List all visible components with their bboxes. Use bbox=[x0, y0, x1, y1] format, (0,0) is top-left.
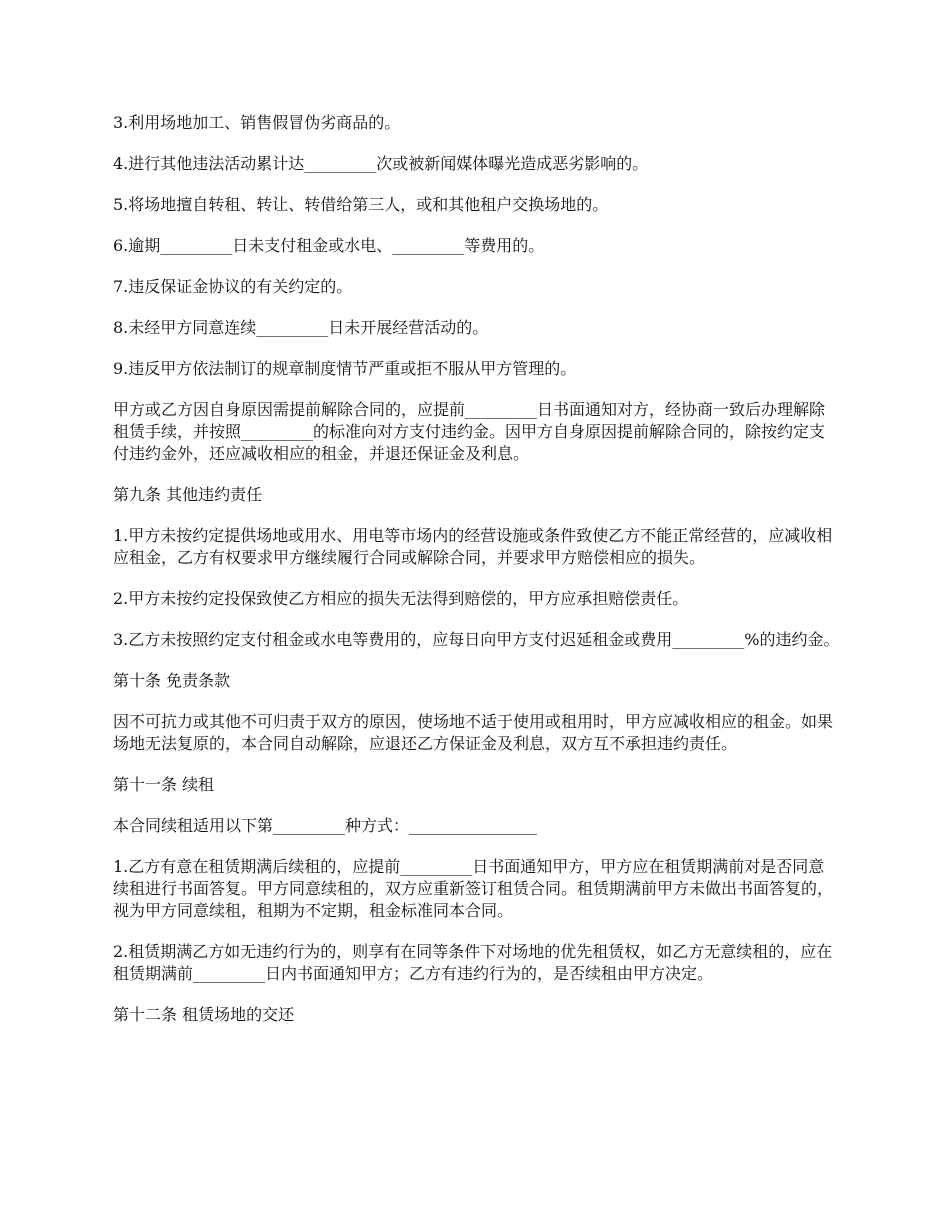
document-page bbox=[113, 112, 840, 1045]
renewal-method-line: 本合同续租适用以下第_________种方式：________________ bbox=[113, 816, 538, 835]
article-9-heading: 第九条 其他违约责任 bbox=[113, 485, 263, 504]
early-termination-paragraph: 甲方或乙方因自身原因需提前解除合同的，应提前_________日书面通知对方，经协商一致后办理解除租赁手续，并按照_________的标准向对方支付违约金。因甲方自身原因提前解除合同的，除按约定支付违约金外，还应减收相应的租金，并退还保证金及利息。 bbox=[113, 400, 826, 463]
clause-item-7: 7.违反保证金协议的有关约定的。 bbox=[113, 277, 353, 296]
renewal-item-1: 1.乙方有意在租赁期满后续租的，应提前_________日书面通知甲方，甲方应在租赁期满前对是否同意续租进行书面答复。甲方同意续租的，双方应重新签订租赁合同。租赁期满前甲方未做出书面答复的，视为甲方同意续租，租期为不定期，租金标准同本合同。 bbox=[113, 857, 834, 920]
clause-item-8: 8.未经甲方同意连续_________日未开展经营活动的。 bbox=[113, 318, 489, 337]
article-10-heading: 第十条 免责条款 bbox=[113, 671, 231, 690]
clause-item-5: 5.将场地擅自转租、转让、转借给第三人，或和其他租户交换场地的。 bbox=[113, 195, 609, 214]
article-9-item-3: 3.乙方未按照约定支付租金或水电等费用的，应每日向甲方支付迟延租金或费用_________%的违约金。 bbox=[113, 630, 840, 649]
article-9-item-2: 2.甲方未按约定投保致使乙方相应的损失无法得到赔偿的，甲方应承担赔偿责任。 bbox=[113, 589, 689, 608]
article-11-heading: 第十一条 续租 bbox=[113, 775, 215, 794]
clause-item-6: 6.逾期_________日未支付租金或水电、_________等费用的。 bbox=[113, 236, 545, 255]
clause-item-4: 4.进行其他违法活动累计达_________次或被新闻媒体曝光造成恶劣影响的。 bbox=[113, 154, 649, 173]
clause-item-9: 9.违反甲方依法制订的规章制度情节严重或拒不服从甲方管理的。 bbox=[113, 359, 577, 378]
force-majeure-paragraph: 因不可抗力或其他不可归责于双方的原因，使场地不适于使用或租用时，甲方应减收相应的租金。如果场地无法复原的，本合同自动解除，应退还乙方保证金及利息，双方互不承担违约责任。 bbox=[113, 712, 834, 753]
article-9-item-1: 1.甲方未按约定提供场地或用水、用电等市场内的经营设施或条件致使乙方不能正常经营的，应减收相应租金，乙方有权要求甲方继续履行合同或解除合同，并要求甲方赔偿相应的损失。 bbox=[113, 526, 833, 567]
clause-item-3: 3.利用场地加工、销售假冒伪劣商品的。 bbox=[113, 113, 401, 132]
article-12-heading: 第十二条 租赁场地的交还 bbox=[113, 1005, 295, 1024]
renewal-item-2: 2.租赁期满乙方如无违约行为的，则享有在同等条件下对场地的优先租赁权，如乙方无意续租的，应在租赁期满前_________日内书面通知甲方；乙方有违约行为的，是否续租由甲方决定。 bbox=[113, 942, 833, 983]
